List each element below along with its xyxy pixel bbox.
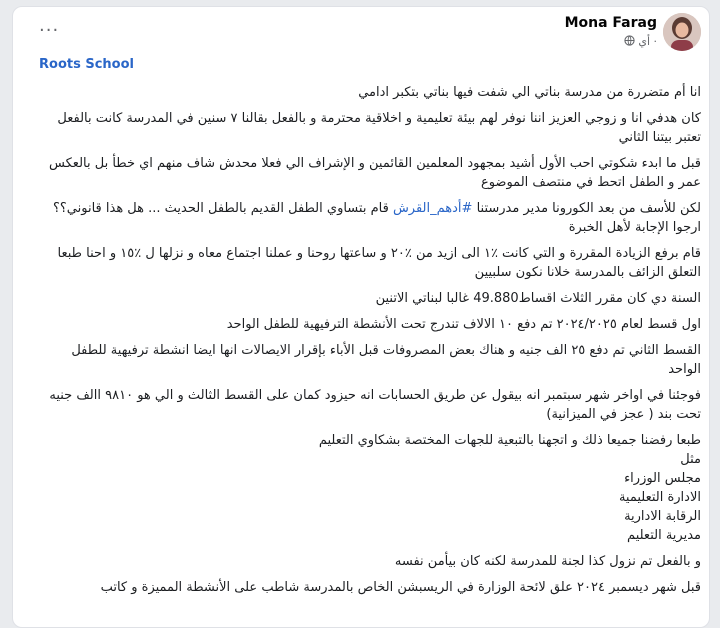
post-card — [12, 6, 710, 628]
post-paragraph: اول قسط لعام ٢٠٢٤/٢٠٢٥ تم دفع ١٠ الالاف تندرج تحت الأنشطة الترفيهية للطفل الواحد — [226, 317, 701, 332]
more-options-icon[interactable]: ... — [39, 15, 60, 36]
post-time[interactable]: أي · — [638, 35, 657, 48]
hashtag-link[interactable]: #أدهم_القرش — [392, 201, 473, 216]
post-paragraph: السنة دي كان مقرر الثلاث اقساط49.880 غالبا لبناتي الاتنين — [375, 291, 701, 306]
list-item: الادارة التعليمية — [618, 490, 701, 505]
post-body — [37, 83, 701, 604]
post-paragraph: انا أم متضررة من مدرسة بناتي الي شفت فيها بناتي بتكبر ادامي — [358, 85, 701, 100]
list-item: الرقابة الادارية — [624, 509, 701, 524]
post-header — [13, 7, 709, 57]
post-paragraph: قبل ما ابدء شكوتي احب الأول أشيد بمجهود المعلمين القائمين و الإشراف الي فعلا محدش شاف منهم اي خطأ بل بالعكس عمر و الطفل اتحط في منتصف الموضوع — [49, 156, 701, 190]
post-paragraph: و بالفعل تم نزول كذا لجنة للمدرسة لكنه كان بيأمن نفسه — [394, 554, 701, 569]
post-paragraph: كان هدفي انا و زوجي العزيز اننا نوفر لهم بيئة تعليمية و اخلاقية محترمة و بالفعل بقالنا ٧ سنين في المدرسة كانت بالفعل تعتبر بيتنا الثاني — [57, 111, 701, 145]
list-item: مجلس الوزراء — [624, 471, 701, 486]
avatar[interactable] — [663, 13, 701, 51]
post-meta — [624, 35, 657, 49]
post-paragraph: القسط الثاني تم دفع ٢٥ الف جنيه و هناك بعض المصروفات قبل الأباء بإقرار الايصالات انها ايضا انشطة ترفيهية للطفل الواحد — [71, 343, 701, 377]
post-paragraph: قبل شهر ديسمبر ٢٠٢٤ علق لائحة الوزارة في الريسبشن الخاص بالمدرسة شاطب على الأنشطة المميزة و كاتب — [100, 580, 701, 595]
post-paragraph — [37, 199, 701, 237]
paragraph-text: لكن للأسف من بعد الكورونا مدير مدرستنا — [472, 201, 701, 216]
list-item: مثل — [680, 452, 701, 467]
paragraph-text: قام بتساوي الطفل القديم بالطفل الحديث ... هل هذا قانوني؟؟ ارجوا الإجابة لأهل الخبرة — [52, 201, 701, 235]
post-paragraph: طبعا رفضنا جميعا ذلك و اتجهنا بالتبعية للجهات المختصة بشكاوي التعليم — [318, 433, 701, 448]
author-name[interactable]: Mona Farag — [564, 15, 657, 31]
globe-icon — [624, 35, 635, 49]
school-tag-link[interactable]: Roots School — [39, 57, 134, 72]
list-item: مديرية التعليم — [627, 528, 701, 543]
post-paragraph: فوجئنا في اواخر شهر سبتمبر انه بيقول عن طريق الحسابات انه حيزود كمان على القسط الثالث و الي هو ٩٨١٠ االف جنيه تحت بند ( عجز في الميزانية) — [49, 388, 701, 422]
post-paragraph: قام برفع الزيادة المقررة و التي كانت ٪١ الى ازيد من ٪٢٠ و ساعتها روحنا و عملنا اجتماع معاه و نزلها ل ٪١٥ و احنا طبعا التعلق الزائف بالمدرسة خلانا نكون سلبيين — [57, 246, 701, 280]
